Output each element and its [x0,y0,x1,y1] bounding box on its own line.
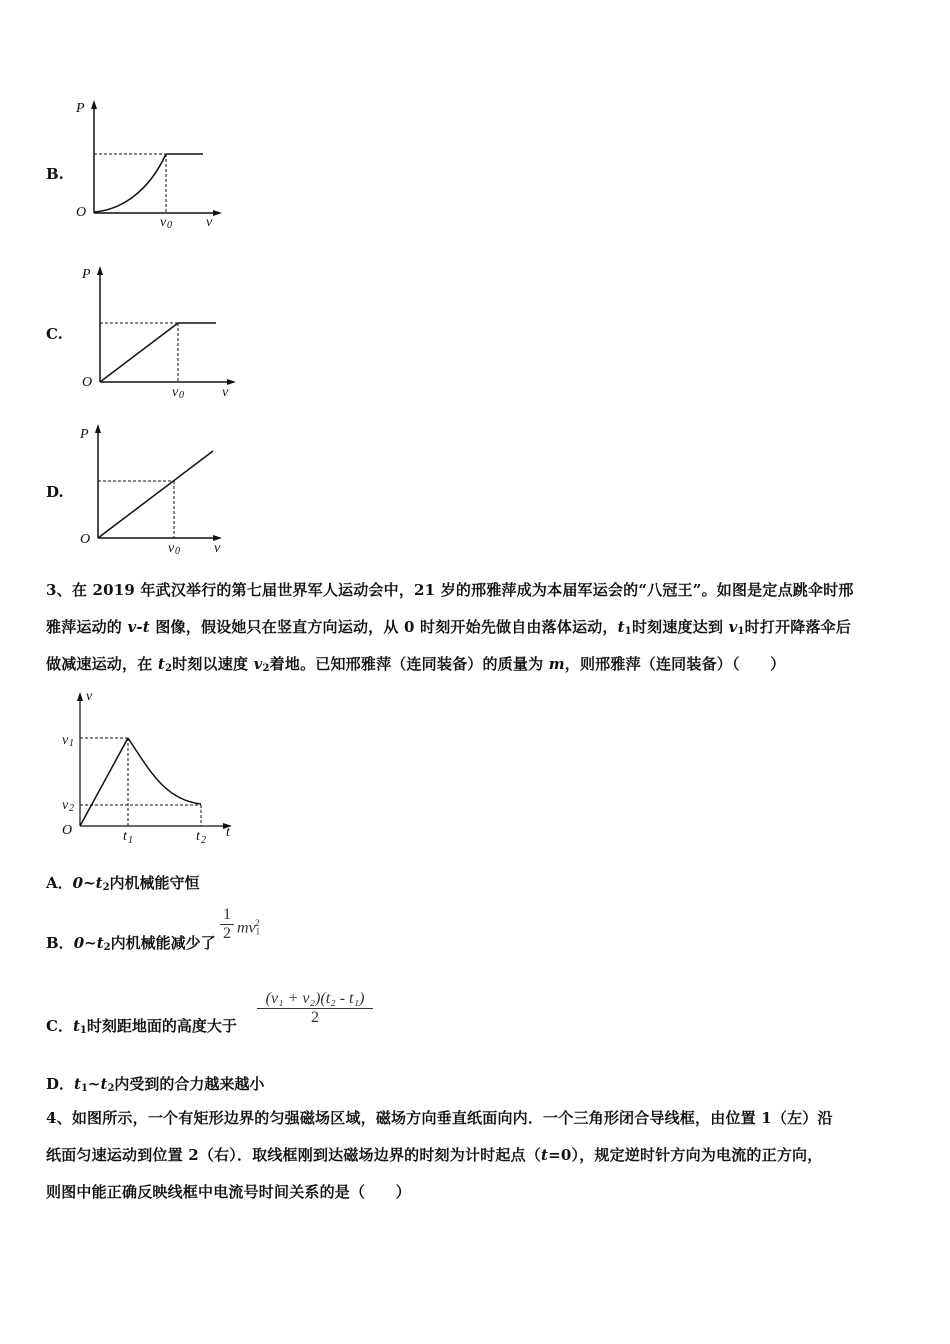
origin-label: O [82,375,93,390]
q3-choice-b-mv: $mv_1^2$ [237,918,261,937]
option-b-label: B. [46,165,64,183]
y-axis-label: v [86,689,93,704]
tick-label: v [160,215,167,230]
q4-line-1: 4、如图所示，一个有矩形边界的匀强磁场区域，磁场方向垂直纸面向内．一个三角形闭合导线框，由位置 1（左）沿 [46,1109,833,1127]
svg-text:1: 1 [128,835,133,846]
q3-choice-b-formula: 1 2 [220,906,234,943]
svg-text:2: 2 [69,803,74,814]
q3-line-3: 做减速运动，在 $t_2$时刻以速度 $v_2$着地。已知邢雅萍（连同装备）的质量为 m，则邢雅萍（连同装备）（ ） [46,655,786,674]
v1-label: v [62,733,69,748]
option-d-graph [76,420,236,558]
option-c-graph [76,262,241,400]
svg-text:0: 0 [167,220,172,231]
q4-line-3: 则图中能正确反映线框中电流号时间关系的是（ ） [46,1183,411,1201]
q3-line-1: 3、在 2019 年武汉举行的第七届世界军人运动会中，21 岁的邢雅萍成为本届军运会的“八冠王”。如图是定点跳伞时邢 [46,581,854,599]
option-b-graph [70,98,230,230]
svg-text:0: 0 [175,546,180,557]
origin-label: O [76,205,87,220]
v2-label: v [62,798,69,813]
x-axis-label: v [206,215,213,230]
tick-label: v [172,385,179,400]
q3-choice-a[interactable]: A．$0\sim t_2$内机械能守恒 [46,874,200,893]
x-axis-label: v [214,541,221,556]
t2-label: t [196,829,200,844]
y-axis-label: P [80,427,89,442]
svg-text:2: 2 [201,835,206,846]
q3-choice-d[interactable]: D．$t_1\sim t_2$内受到的合力越来越小 [46,1075,265,1094]
y-axis-label: P [76,101,85,116]
svg-text:1: 1 [69,738,74,749]
tick-label: v [168,541,175,556]
y-axis-label: P [82,267,91,282]
q3-choice-b[interactable]: B．$0\sim t_2$内机械能减少了 [46,934,216,953]
origin-label: O [80,532,91,547]
q3-choice-c[interactable]: C．$t_1$时刻距地面的高度大于 [46,1017,237,1036]
option-c-label: C. [46,325,63,343]
option-d-label: D. [46,483,64,501]
x-axis-label: t [226,825,230,840]
x-axis-label: v [222,385,229,400]
q3-line-2: 雅萍运动的 v-t 图像，假设她只在竖直方向运动，从 0 时刻开始先做自由落体运动，$t_1$时刻速度达到 $v_1$时打开降落伞后 [46,618,852,637]
q3-choice-c-formula: (v₁ + v₂)(t₂ - t₁) 2 [257,990,373,1027]
svg-text:0: 0 [179,390,184,401]
t1-label: t [123,829,127,844]
origin-label: O [62,823,73,838]
q3-vt-graph [56,688,246,848]
q4-line-2: 纸面匀速运动到位置 2（右）．取线框刚到达磁场边界的时刻为计时起点（t=0），规定逆时针方向为电流的正方向， [46,1146,823,1164]
